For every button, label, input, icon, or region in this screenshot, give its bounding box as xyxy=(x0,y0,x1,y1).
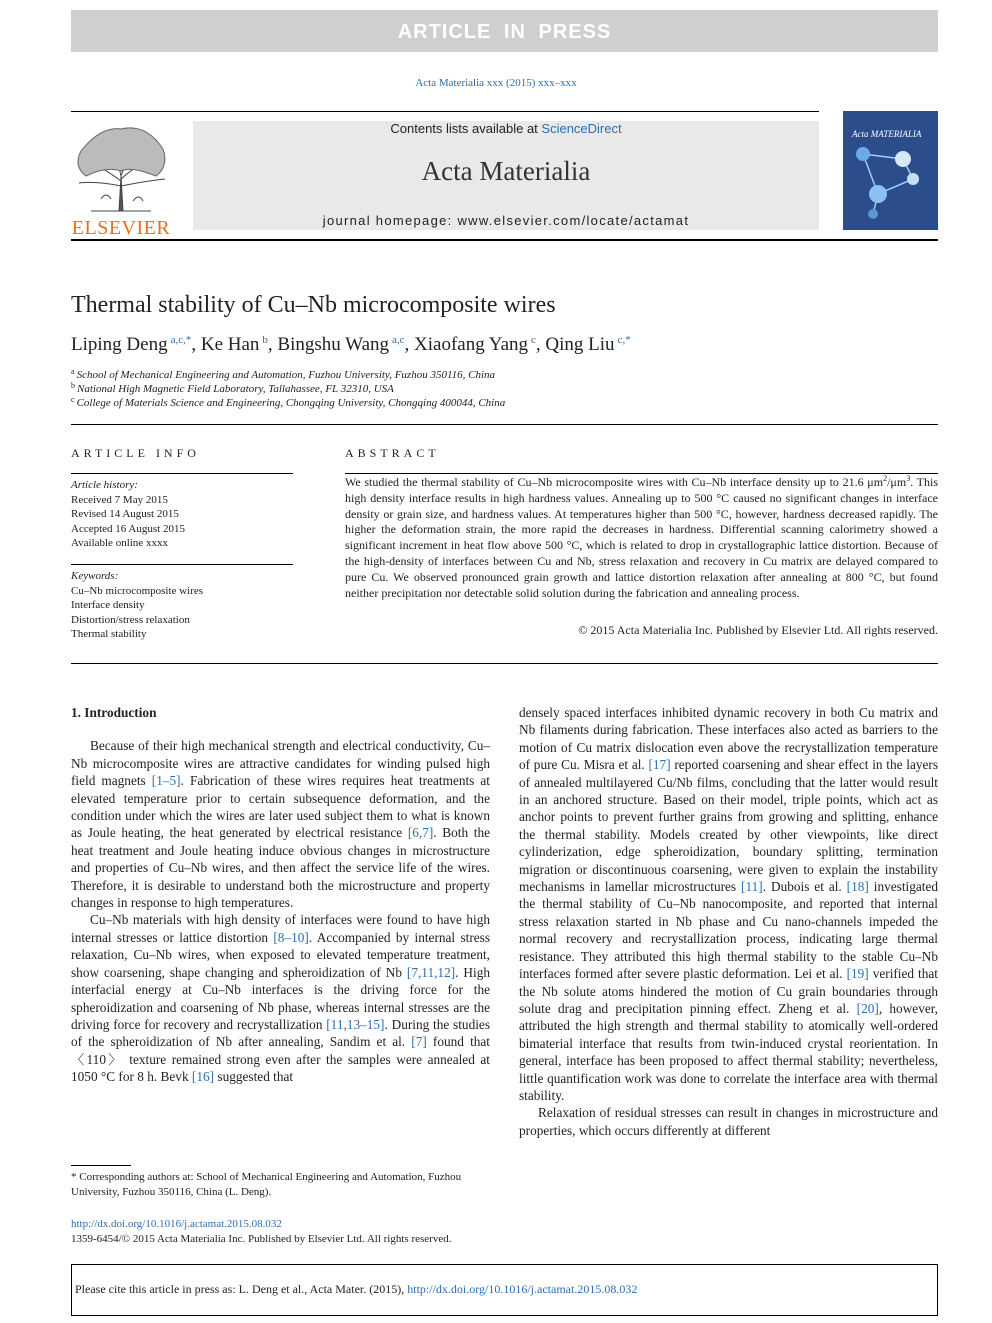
author-5[interactable]: Qing Liu $^{c,*}$ xyxy=(545,334,631,355)
publisher-name: ELSEVIER xyxy=(71,217,171,239)
keyword: Distortion/stress relaxation xyxy=(71,613,190,626)
keyword: Interface density xyxy=(71,599,145,611)
affiliation-b: $^b$ National High Magnetic Field Laboratory, Tallahassee, FL 32310, USA xyxy=(71,381,394,395)
citation-link[interactable]: [8–10] xyxy=(273,929,309,945)
abstract-bottom-rule xyxy=(71,663,938,664)
author-list: Liping Deng $^{a,c,*}$, Ke Han $^b$, Bingshu Wang $^{a,c}$, Xiaofang Yang $^c$, Qing Liu $^{c,*}$ xyxy=(71,334,631,355)
history-revised: Revised 14 August 2015 xyxy=(71,508,179,520)
article-history: Article history: Received 7 May 2015 Revised 14 August 2015 Accepted 16 August 2015 Available online xxxx xyxy=(71,478,293,551)
intro-paragraph-3: Relaxation of residual stresses can result in changes in microstructure and properties, which occurs differently at different xyxy=(519,1105,938,1138)
abstract-text: We studied the thermal stability of Cu–Nb microcomposite wires with Cu–Nb interface density up to 21.6 $\mu m^2/\mu m^3$. This high density interface results in high hardness values. Annealing up to 500 °C caused no significant changes in interface density or grain size, and hardness values. At temperatures higher than 500 °C, however, hardness decreased rapidly. The higher the deformation strain, the more rapid the decreases in hardness. Differential scanning calorimetry showed a significant increment in heat flow above 500 °C, which is related to drop in crystallographic lattice distortion. Because of the high-density of interfaces between Cu and Nb, stress relaxation and recovery in Cu matrix are delayed compared to pure Cu. We observed pronounced grain growth and lattice distortion relaxation after annealing at 800 °C, but found neither precipitation nor detectable solid solution during the fabrication and annealing process. xyxy=(345,474,938,600)
citation-link[interactable]: [7] xyxy=(411,1034,427,1050)
doi-block xyxy=(71,1217,451,1247)
elsevier-logo[interactable] xyxy=(71,121,171,239)
sciencedirect-link[interactable]: ScienceDirect xyxy=(541,121,622,136)
citation-link[interactable]: [17] xyxy=(648,757,671,773)
article-info-heading: ARTICLE INFO xyxy=(71,446,200,460)
article-info-rule xyxy=(71,473,293,474)
cover-title: Acta MATERIALIA xyxy=(852,129,922,139)
history-received: Received 7 May 2015 xyxy=(71,493,168,506)
keywords: Keywords: Cu–Nb microcomposite wires Interface density Distortion/stress relaxation Thermal stability xyxy=(71,569,293,642)
abstract-copyright: © 2015 Acta Materialia Inc. Published by Elsevier Ltd. All rights reserved. xyxy=(578,623,938,637)
author-2[interactable]: Ke Han $^b$ xyxy=(200,334,268,355)
citation-link[interactable]: [7,11,12] xyxy=(406,964,456,980)
section-heading: 1. Introduction xyxy=(71,705,157,720)
history-accepted: Accepted 16 August 2015 xyxy=(71,522,185,535)
cover-graphic-icon xyxy=(843,139,938,229)
cite-doi-link[interactable]: http://dx.doi.org/10.1016/j.actamat.2015.08.032 xyxy=(407,1282,638,1296)
journal-homepage[interactable]: journal homepage: www.elsevier.com/locate/actamat xyxy=(322,213,690,228)
journal-citation-link[interactable]: Acta Materialia xxx (2015) xxx–xxx xyxy=(415,77,577,89)
issn-line: 1359-6454/© 2015 Acta Materialia Inc. Published by Elsevier Ltd. All rights reserved. xyxy=(71,1233,452,1245)
affiliation-rule xyxy=(71,424,938,425)
journal-cover-image[interactable] xyxy=(843,111,938,230)
body-right-column xyxy=(519,704,938,1139)
header-bottom-rule xyxy=(71,239,938,241)
citation-link[interactable]: [20] xyxy=(856,1000,879,1016)
author-4[interactable]: Xiaofang Yang $^c$ xyxy=(414,334,536,355)
citation-link[interactable]: [19] xyxy=(846,966,869,982)
keywords-rule xyxy=(71,564,293,565)
author-1[interactable]: Liping Deng $^{a,c,*}$ xyxy=(71,334,192,355)
doi-link[interactable]: http://dx.doi.org/10.1016/j.actamat.2015.08.032 xyxy=(71,1218,282,1230)
intro-paragraph-1: Because of their high mechanical strength and electrical conductivity, Cu–Nb microcomposite wires are attractive candidates for winding pulsed high field magnets [1–5]. Fabrication of these wires requires heat treatments at elevated temperature prior to certain subsequence deformation, and the condition under which the wires are later used subject them to what is known as Joule heating, the heat generated by electrical resistance [6,7]. Both the heat treatment and Joule heating induce obvious changes in microstructure and properties of Cu–Nb wires, and then affect the service life of the wires. Therefore, it is desirable to understand both the microstructure and property changes in response to high temperatures. xyxy=(71,738,491,911)
corresponding-author-footnote: * Corresponding authors at: School of Mechanical Engineering and Automation, Fuzhou University, Fuzhou 350116, China (L. Deng). xyxy=(71,1171,462,1198)
citation-link[interactable]: [1–5] xyxy=(151,773,181,789)
citation-link[interactable]: [16] xyxy=(191,1069,215,1085)
affiliation-c: $^c$ College of Materials Science and Engineering, Chongqing University, Chongqing 400044, China xyxy=(71,395,506,409)
abstract-rule xyxy=(345,473,938,474)
article-title: Thermal stability of Cu–Nb microcomposite wires xyxy=(71,292,556,318)
article-in-press-banner: ARTICLE IN PRESS xyxy=(71,10,938,52)
citation-link[interactable]: [11,13–15] xyxy=(326,1016,385,1032)
affiliation-a: $^a$ School of Mechanical Engineering and Automation, Fuzhou University, Fuzhou 350116, China xyxy=(71,367,496,381)
elsevier-tree-icon xyxy=(71,121,171,216)
header-rule xyxy=(71,111,819,112)
keyword: Thermal stability xyxy=(71,628,147,640)
body-left-column xyxy=(71,704,490,1086)
journal-title: Acta Materialia xyxy=(421,156,591,186)
citation-link[interactable]: [18] xyxy=(846,879,869,895)
cite-text: Please cite this article in press as: L. Deng et al., Acta Mater. (2015), http://dx.doi.org/10.1016/j.actamat.2015.08.032 xyxy=(75,1282,638,1296)
footnote-rule xyxy=(71,1165,131,1166)
intro-paragraph-2: Cu–Nb materials with high density of interfaces were found to have high internal stresses or lattice distortion [8–10]. Accompanied by internal stress relaxation, Cu–Nb wires, when exposed to elevated temperature treatment, show coarsening, shape changing and spheroidization of Nb [7,11,12]. High interfacial energy at Cu–Nb interfaces is the driving force for the spheroidization and coarsening of Nb phase, whereas internal stresses are the driving force for recovery and recrystallization [11,13–15]. During the studies of the spheroidization of Nb after annealing, Sandim et al. [7] found that 〈110〉 texture remained strong even after the samples were annealed at 1050 °C for 8 h. Bevk [16] suggested that xyxy=(71,912,491,1085)
history-online: Available online xxxx xyxy=(71,537,168,549)
citation-link[interactable]: [11] xyxy=(741,879,763,895)
citation-link[interactable]: [6,7] xyxy=(407,825,434,841)
keyword: Cu–Nb microcomposite wires xyxy=(71,584,203,597)
abstract-heading: ABSTRACT xyxy=(345,446,440,460)
author-3[interactable]: Bingshu Wang $^{a,c}$ xyxy=(277,334,405,355)
intro-paragraph-continued: densely spaced interfaces inhibited dynamic recovery in both Cu matrix and Nb filaments during fabrication. These interfaces also acted as barriers to the motion of Cu matrix dislocation even above the recrystallization temperature of pure Cu. Misra et al. [17] reported coarsening and shear effect in the layers of annealed multilayered Cu/Nb films, concluding that the latter would result in an anchored structure. Based on their model, triple points, which act as anchor points to prevent further grains from growing and splitting, enhance the thermal stability. Models created by other viewpoints, like direct cylinderization, edge spheroidization, boundary splitting, termination migration or discontinuous coarsening, were given to explain the instability mechanisms in lamellar microstructures [11]. Dubois et al. [18] investigated the thermal stability of Cu–Nb nanocomposite, and reported that internal stress relaxation started in Nb phase and Cu nano-channels impeded the normal recovery and recrystallization process, indicating large thermal resistance. They attributed this high thermal stability to the stable Cu–Nb interfaces formed after severe plastic deformation. Lei et al. [19] verified that the Nb solute atoms hindered the motion of Cu grain boundaries through solute drag and precipitation pinning effect. Zheng et al. [20], however, attributed the high strength and thermal stability to atomically well-ordered bimaterial interface that results from twin-induced crystal reorientation. In general, interface has been proposed to affect thermal stability; nevertheless, little quantification work was done to correlate the interface area with thermal stability. xyxy=(519,705,939,1103)
contents-line: Contents lists available at ScienceDirect xyxy=(390,121,622,136)
